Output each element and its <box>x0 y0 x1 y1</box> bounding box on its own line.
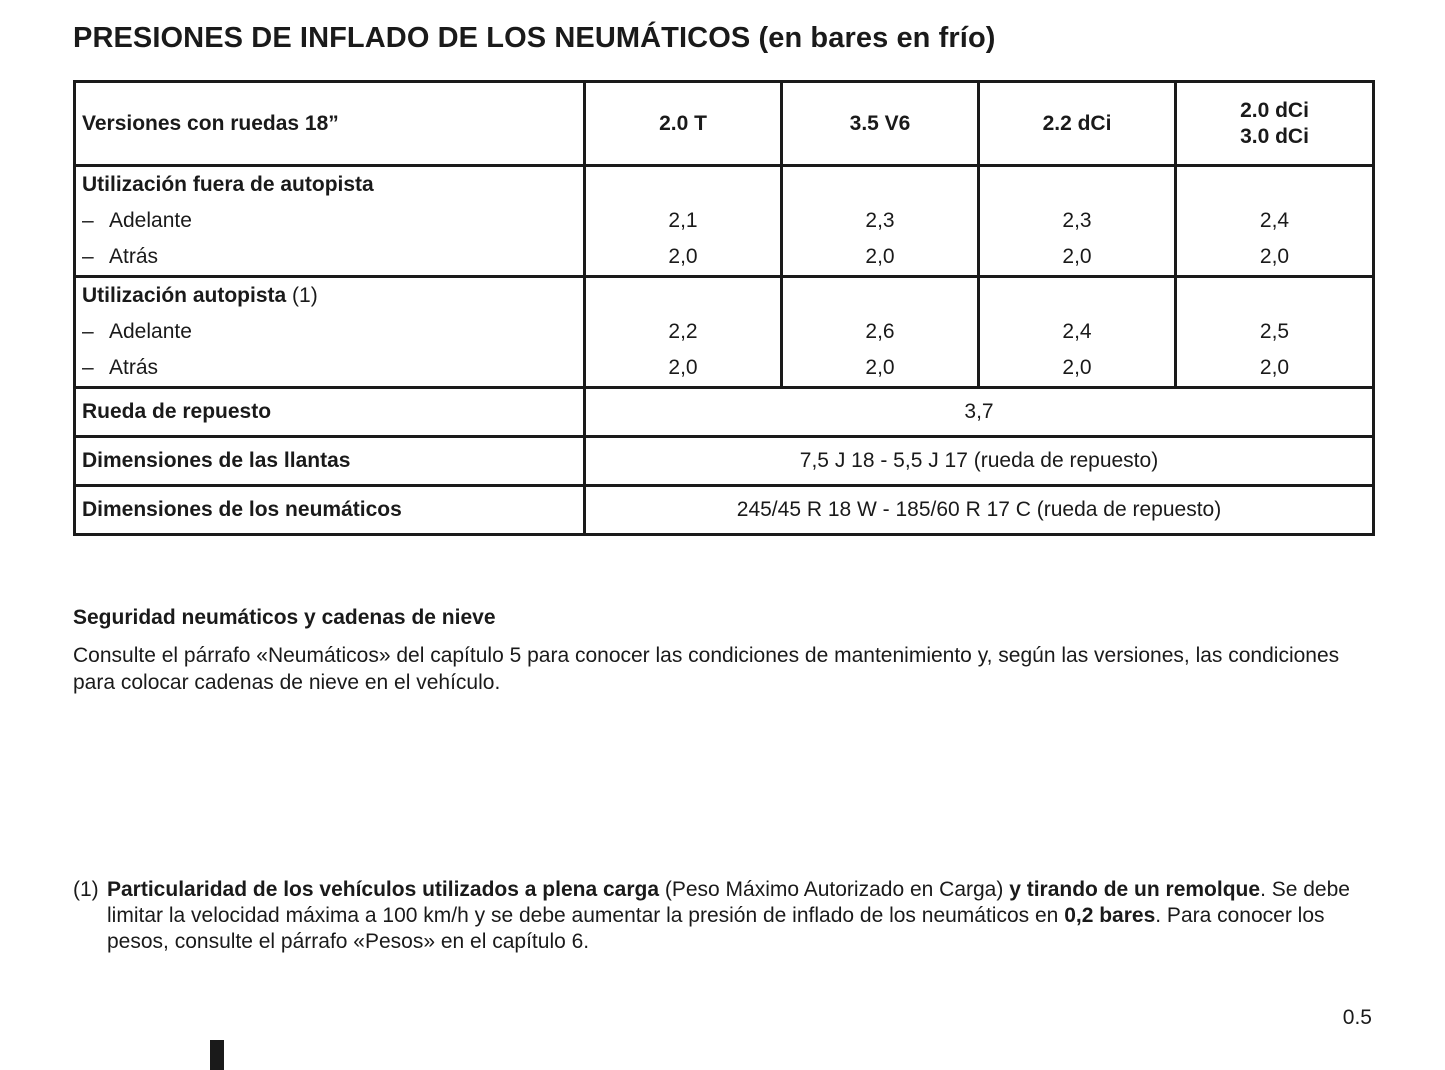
offroad-col-4 <box>1176 166 1374 277</box>
footnote-text-3: . Para conocer los pesos, consulte el párrafo «Pesos» en el capítulo 6. <box>107 904 1325 953</box>
dash: – <box>82 356 94 379</box>
tyre-dimensions-value: 245/45 R 18 W - 185/60 R 17 C (rueda de repuesto) <box>585 486 1374 535</box>
page-number: 0.5 <box>1342 1006 1372 1029</box>
page-title: PRESIONES DE INFLADO DE LOS NEUMÁTICOS (en bares en frío) <box>73 22 996 54</box>
footnote-text-1: (Peso Máximo Autorizado en Carga) <box>659 878 1010 901</box>
safety-section-title: Seguridad neumáticos y cadenas de nieve <box>73 606 496 629</box>
footnote-text <box>107 877 1372 955</box>
spare-wheel-value: 3,7 <box>585 388 1374 437</box>
pressure-value: 2,3 <box>1062 209 1092 232</box>
rear-label: Atrás <box>109 356 159 379</box>
highway-group-row <box>75 277 1374 388</box>
table-header-row <box>75 82 1374 166</box>
pressure-value: 2,0 <box>865 356 895 379</box>
rim-dimensions-row <box>75 437 1374 486</box>
highway-title-line <box>76 278 583 314</box>
spare-wheel-row <box>75 388 1374 437</box>
pressure-value: 2,4 <box>1259 209 1290 232</box>
highway-front-row-label <box>76 314 583 350</box>
header-col-3-5-v6 <box>782 82 979 166</box>
header-col-2-2-dci <box>979 82 1176 166</box>
highway-col-1 <box>585 277 782 388</box>
offroad-col-3 <box>979 166 1176 277</box>
pressure-value: 2,1 <box>668 209 698 232</box>
safety-section-body: Consulte el párrafo «Neumáticos» del capítulo 5 para conocer las condiciones de mantenimiento y, según las versiones, las condiciones para colocar cadenas de nieve en el vehículo. <box>73 644 1340 694</box>
header-col-line: 3.5 V6 <box>849 111 911 135</box>
header-col-2-0-t <box>585 82 782 166</box>
header-col-line: 3.0 dCi <box>1240 124 1309 148</box>
offroad-front-row-label <box>76 203 583 239</box>
rim-dimensions-label: Dimensiones de las llantas <box>75 437 585 486</box>
tyre-dimensions-row <box>75 486 1374 535</box>
dash: – <box>82 245 94 268</box>
footnote-bold-3: 0,2 bares <box>1064 904 1156 927</box>
pressure-value: 2,0 <box>865 245 895 268</box>
spare-wheel-label: Rueda de repuesto <box>75 388 585 437</box>
header-col-2-0-3-0-dci <box>1176 82 1374 166</box>
pressure-value: 2,0 <box>1062 356 1092 379</box>
header-versions-label: Versiones con ruedas 18” <box>75 82 585 166</box>
offroad-labels <box>75 166 585 277</box>
offroad-rear-row-label <box>76 239 583 275</box>
pressure-value: 2,0 <box>1259 356 1290 379</box>
highway-labels <box>75 277 585 388</box>
front-label: Adelante <box>109 320 192 343</box>
pressure-value: 2,5 <box>1259 320 1290 343</box>
offroad-col-1 <box>585 166 782 277</box>
pressure-value: 2,3 <box>865 209 895 232</box>
highway-rear-row-label <box>76 350 583 386</box>
footnote-text-2: . Se debe limitar la velocidad máxima a 100 km/h y se debe aumentar la presión de inflado de los neumáticos en <box>107 878 1350 927</box>
highway-col-4 <box>1176 277 1374 388</box>
rim-dimensions-value: 7,5 J 18 - 5,5 J 17 (rueda de repuesto) <box>585 437 1374 486</box>
header-col-line: 2.0 T <box>659 111 707 135</box>
pressure-value: 2,0 <box>1062 245 1092 268</box>
pressure-value: 2,0 <box>668 356 698 379</box>
dash: – <box>82 320 94 343</box>
rear-label: Atrás <box>109 245 159 268</box>
highway-col-2 <box>782 277 979 388</box>
footnote-bold-2: y tirando de un remolque <box>1009 878 1261 901</box>
dash: – <box>82 209 94 232</box>
pressure-value: 2,6 <box>865 320 895 343</box>
pressure-value: 2,0 <box>1259 245 1290 268</box>
pressure-value: 2,4 <box>1062 320 1092 343</box>
pressure-value: 2,2 <box>668 320 698 343</box>
highway-title: Utilización autopista <box>82 284 287 307</box>
offroad-col-2 <box>782 166 979 277</box>
offroad-group-row <box>75 166 1374 277</box>
tire-pressure-table <box>73 80 1375 536</box>
footnote-number: (1) <box>73 878 99 901</box>
footnote-ref: (1) <box>286 284 318 307</box>
page-edge-marker <box>210 1040 224 1070</box>
footnote-bold-1: Particularidad de los vehículos utilizados a plena carga <box>107 878 660 901</box>
front-label: Adelante <box>109 209 192 232</box>
offroad-title: Utilización fuera de autopista <box>82 173 374 196</box>
highway-col-3 <box>979 277 1176 388</box>
tyre-dimensions-label: Dimensiones de los neumáticos <box>75 486 585 535</box>
pressure-value: 2,0 <box>668 245 698 268</box>
header-col-line: 2.2 dCi <box>1042 111 1112 135</box>
header-col-line: 2.0 dCi <box>1240 98 1309 122</box>
